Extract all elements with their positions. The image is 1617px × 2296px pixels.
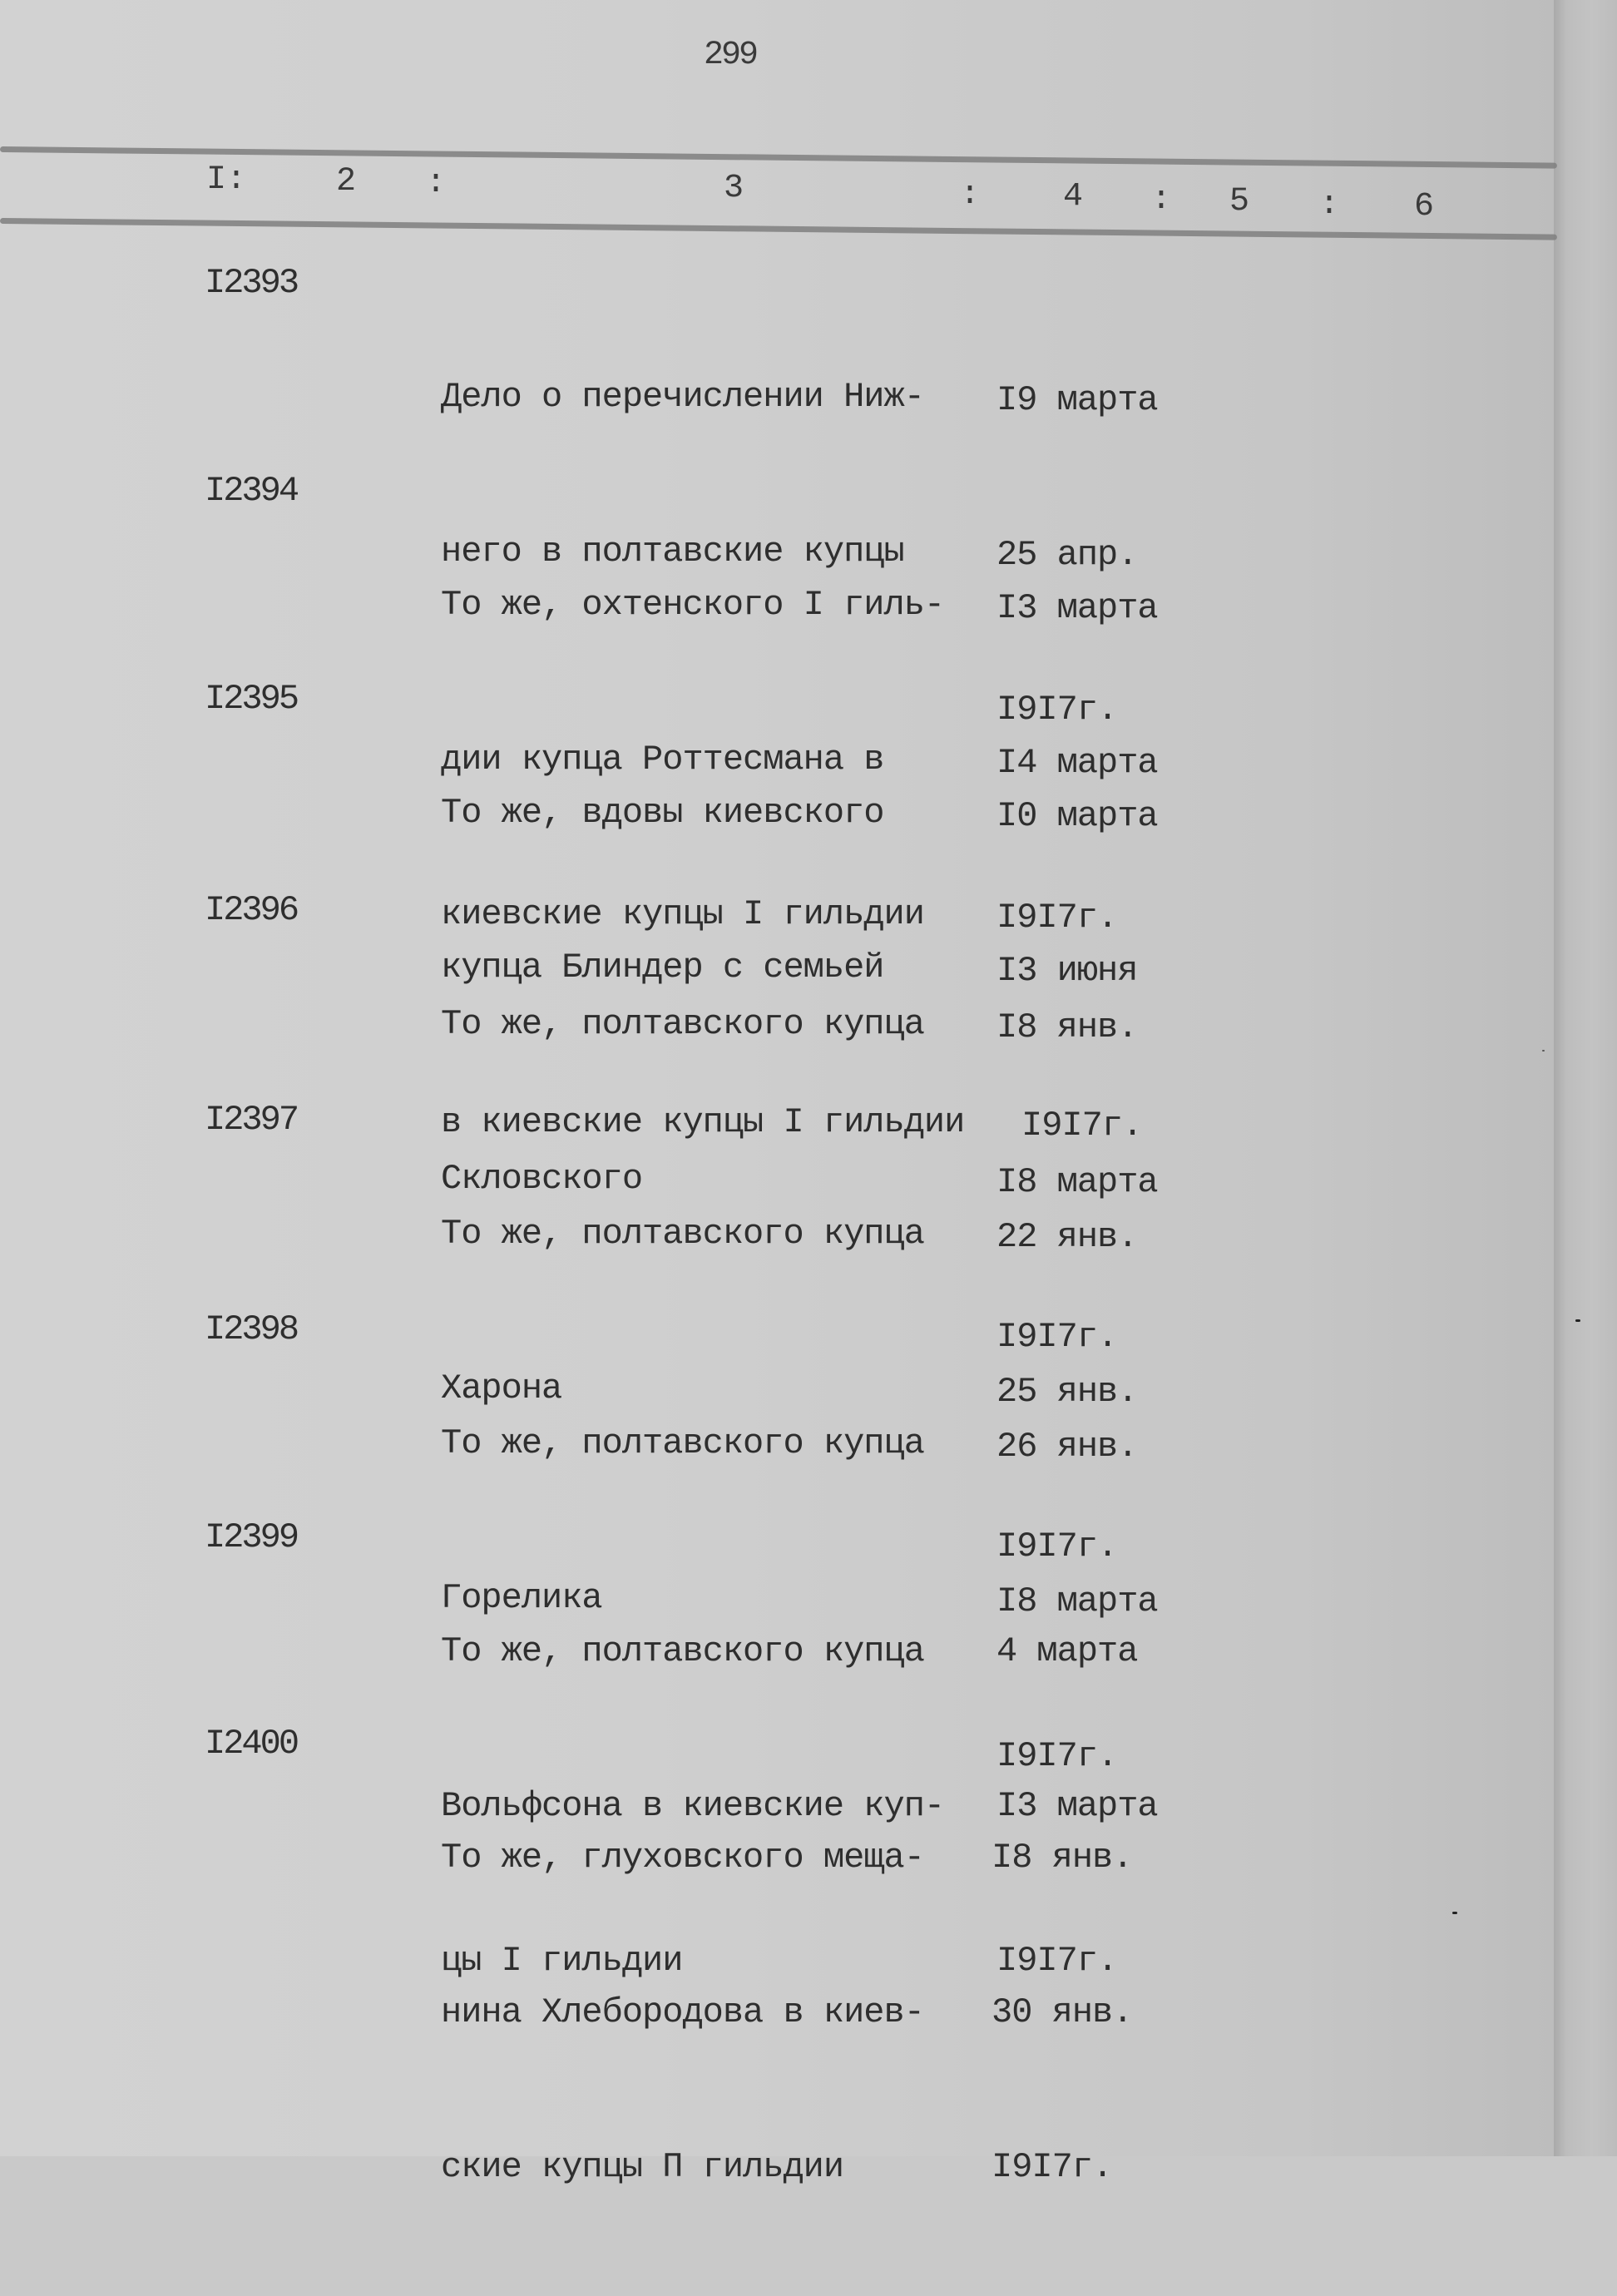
entry-dates (991, 1729, 1132, 2296)
column-separator: : (1151, 181, 1172, 219)
description-line: Харона (441, 1368, 562, 1408)
column-header-2: 2 (336, 163, 357, 200)
entry-number: I2397 (205, 1100, 298, 1140)
entry-description (441, 1729, 924, 2296)
entry-number: I2400 (205, 1724, 298, 1764)
date-end: I8 марта (996, 1162, 1158, 1202)
column-separator: : (960, 176, 981, 214)
paper-speck (1575, 1319, 1580, 1322)
date-year: I9I7г. (991, 2147, 1113, 2187)
column-header-4: 4 (1063, 178, 1084, 215)
description-line: То же, охтенского I гиль- (441, 585, 945, 625)
date-end: I4 марта (996, 743, 1158, 783)
date-end: I3 июня (996, 951, 1138, 991)
description-line: То же, полтавского купца (441, 1423, 924, 1463)
description-line: Горелика (441, 1578, 602, 1618)
date-end: I8 марта (996, 1581, 1158, 1621)
date-end: I3 марта (996, 1786, 1158, 1826)
date-year: I9I7г. (996, 690, 1118, 730)
description-line: ские купцы П гильдии (441, 2147, 844, 2187)
date-end: 25 янв. (996, 1372, 1138, 1412)
description-line: То же, глуховского меща- (441, 1838, 924, 1878)
date-start: I8 янв. (991, 1838, 1133, 1878)
date-year: I9I7г. (1021, 1106, 1143, 1146)
description-line: То же, полтавского купца (441, 1631, 924, 1671)
date-start: I8 янв. (996, 1007, 1138, 1047)
description-line: Дело о перечислении Ниж- (441, 377, 924, 417)
description-line: Вольфсона в киевские куп- (441, 1786, 945, 1826)
description-line: То же, полтавского купца (441, 1214, 924, 1254)
date-start: I3 марта (996, 588, 1158, 628)
paper-speck (1542, 1050, 1545, 1052)
date-start: 26 янв. (996, 1427, 1138, 1467)
column-header-5: 5 (1229, 183, 1250, 220)
column-separator: : (1319, 186, 1340, 224)
description-line: То же, полтавского купца (441, 1004, 924, 1044)
paper-speck (1452, 1912, 1457, 1914)
column-header-1: I: (206, 161, 247, 199)
entry-number: I2398 (205, 1309, 298, 1349)
description-line: нина Хлебородова в киев- (441, 1992, 924, 2032)
date-year: I9I7г. (996, 1941, 1118, 1981)
column-header-3: 3 (724, 170, 744, 207)
date-end: 30 янв. (991, 1992, 1133, 2032)
description-line: То же, вдовы киевского (441, 793, 884, 833)
date-start: 4 марта (996, 1631, 1138, 1671)
page-edge-shadow (1554, 0, 1617, 2156)
description-line: в киевские купцы I гильдии (441, 1102, 965, 1142)
date-end: 25 апр. (996, 535, 1138, 575)
description-line: дии купца Роттесмана в (441, 740, 884, 779)
date-year: I9I7г. (996, 1317, 1118, 1357)
page-number: 299 (704, 37, 757, 74)
entry-number: I2394 (205, 471, 298, 511)
entry-number: I2395 (205, 679, 298, 719)
entry-number: I2393 (205, 263, 298, 303)
description-line: купца Блиндер с семьей (441, 948, 884, 987)
date-year: I9I7г. (996, 1736, 1118, 1776)
description-line: Скловского (441, 1159, 643, 1199)
date-year: I9I7г. (996, 898, 1118, 938)
date-start: 22 янв. (996, 1217, 1138, 1257)
column-separator: : (426, 165, 447, 202)
description-line: киевские купцы I гильдии (441, 894, 924, 934)
date-year: I9I7г. (996, 1527, 1118, 1566)
description-line: него в полтавские купцы (441, 532, 904, 572)
column-header-6: 6 (1414, 188, 1435, 225)
entry-number: I2396 (205, 890, 298, 930)
date-start: I9 марта (996, 380, 1158, 420)
description-line: цы I гильдии (441, 1941, 683, 1981)
entry-number: I2399 (205, 1517, 298, 1557)
date-start: I0 марта (996, 796, 1158, 836)
